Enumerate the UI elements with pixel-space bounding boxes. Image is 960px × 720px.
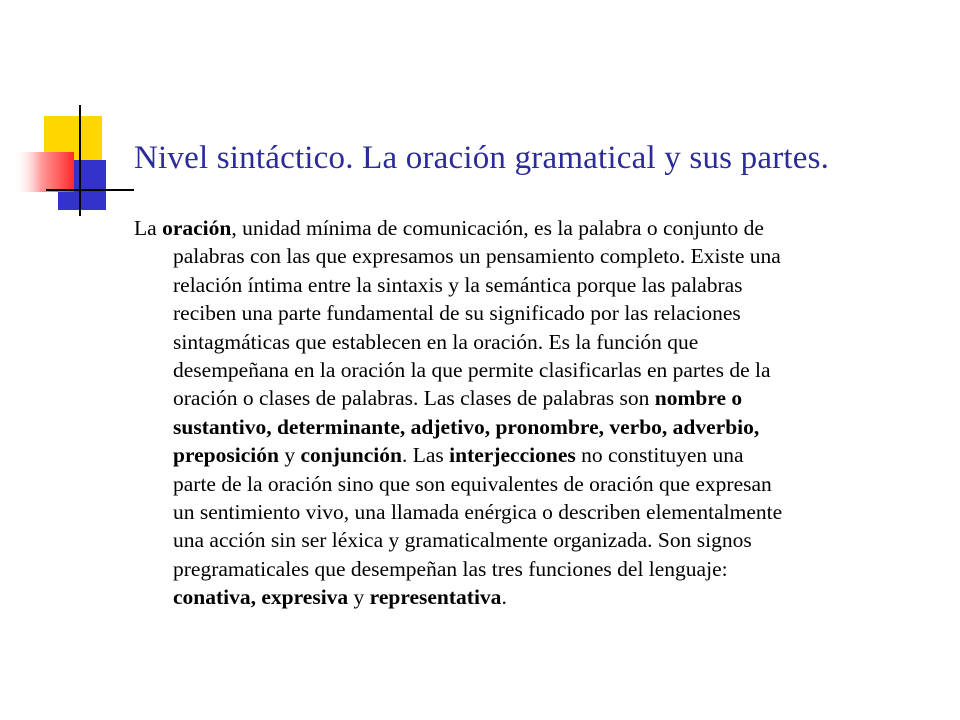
bold-term: preposición — [173, 443, 279, 468]
bold-term: conativa, expresiva — [173, 585, 349, 610]
paragraph-line — [134, 384, 924, 412]
paragraph-line — [134, 328, 924, 356]
paragraph-line — [134, 356, 924, 384]
text-run: palabras con las que expresamos un pensamiento completo. Existe una — [173, 244, 781, 269]
text-run: , unidad mínima de comunicación, es la palabra o conjunto de — [231, 216, 764, 240]
paragraph-line — [134, 214, 924, 242]
paragraph-line — [134, 526, 924, 554]
bold-term: sustantivo, determinante, adjetivo, pronombre, verbo, adverbio, — [173, 414, 760, 439]
body-paragraph — [134, 214, 924, 612]
text-run: sintagmáticas que establecen en la oración. Es la función que — [173, 329, 699, 354]
text-run: . — [501, 585, 507, 610]
red-gradient-bar — [14, 152, 74, 192]
text-run: parte de la oración sino que son equivalentes de oración que expresan — [173, 471, 772, 496]
text-run: y — [278, 443, 301, 468]
text-run: no constituyen una — [575, 443, 744, 468]
paragraph-line — [134, 583, 924, 611]
bold-term: interjecciones — [449, 443, 576, 468]
paragraph-line — [134, 555, 924, 583]
text-run: relación íntima entre la sintaxis y la semántica porque las palabras — [173, 272, 743, 297]
text-run: La — [134, 216, 163, 240]
bold-term: representativa — [369, 585, 502, 610]
text-run: oración o clases de palabras. Las clases de palabras son — [173, 386, 655, 411]
text-run: un sentimiento vivo, una llamada enérgica o describen elementalmente — [173, 500, 783, 525]
slide-title: Nivel sintáctico. La oración gramatical y sus partes. — [134, 140, 830, 176]
bold-term: oración — [162, 216, 232, 240]
bold-term: conjunción — [300, 443, 402, 468]
text-run: una acción sin ser léxica y gramaticalmente organizada. Son signos — [173, 528, 752, 553]
paragraph-line — [134, 498, 924, 526]
text-run: pregramaticales que desempeñan las tres funciones del lenguaje: — [173, 556, 728, 581]
paragraph-line — [134, 242, 924, 270]
paragraph-line — [134, 470, 924, 498]
paragraph-line — [134, 299, 924, 327]
paragraph-line — [134, 441, 924, 469]
text-run: . Las — [402, 443, 450, 468]
paragraph-line — [134, 271, 924, 299]
paragraph-line — [134, 413, 924, 441]
text-run: reciben una parte fundamental de su significado por las relaciones — [173, 301, 741, 326]
bold-term: nombre o — [654, 386, 743, 411]
text-run: y — [348, 585, 370, 610]
text-run: desempeñana en la oración la que permite clasificarlas en partes de la — [173, 358, 771, 383]
corner-decoration — [0, 0, 140, 240]
